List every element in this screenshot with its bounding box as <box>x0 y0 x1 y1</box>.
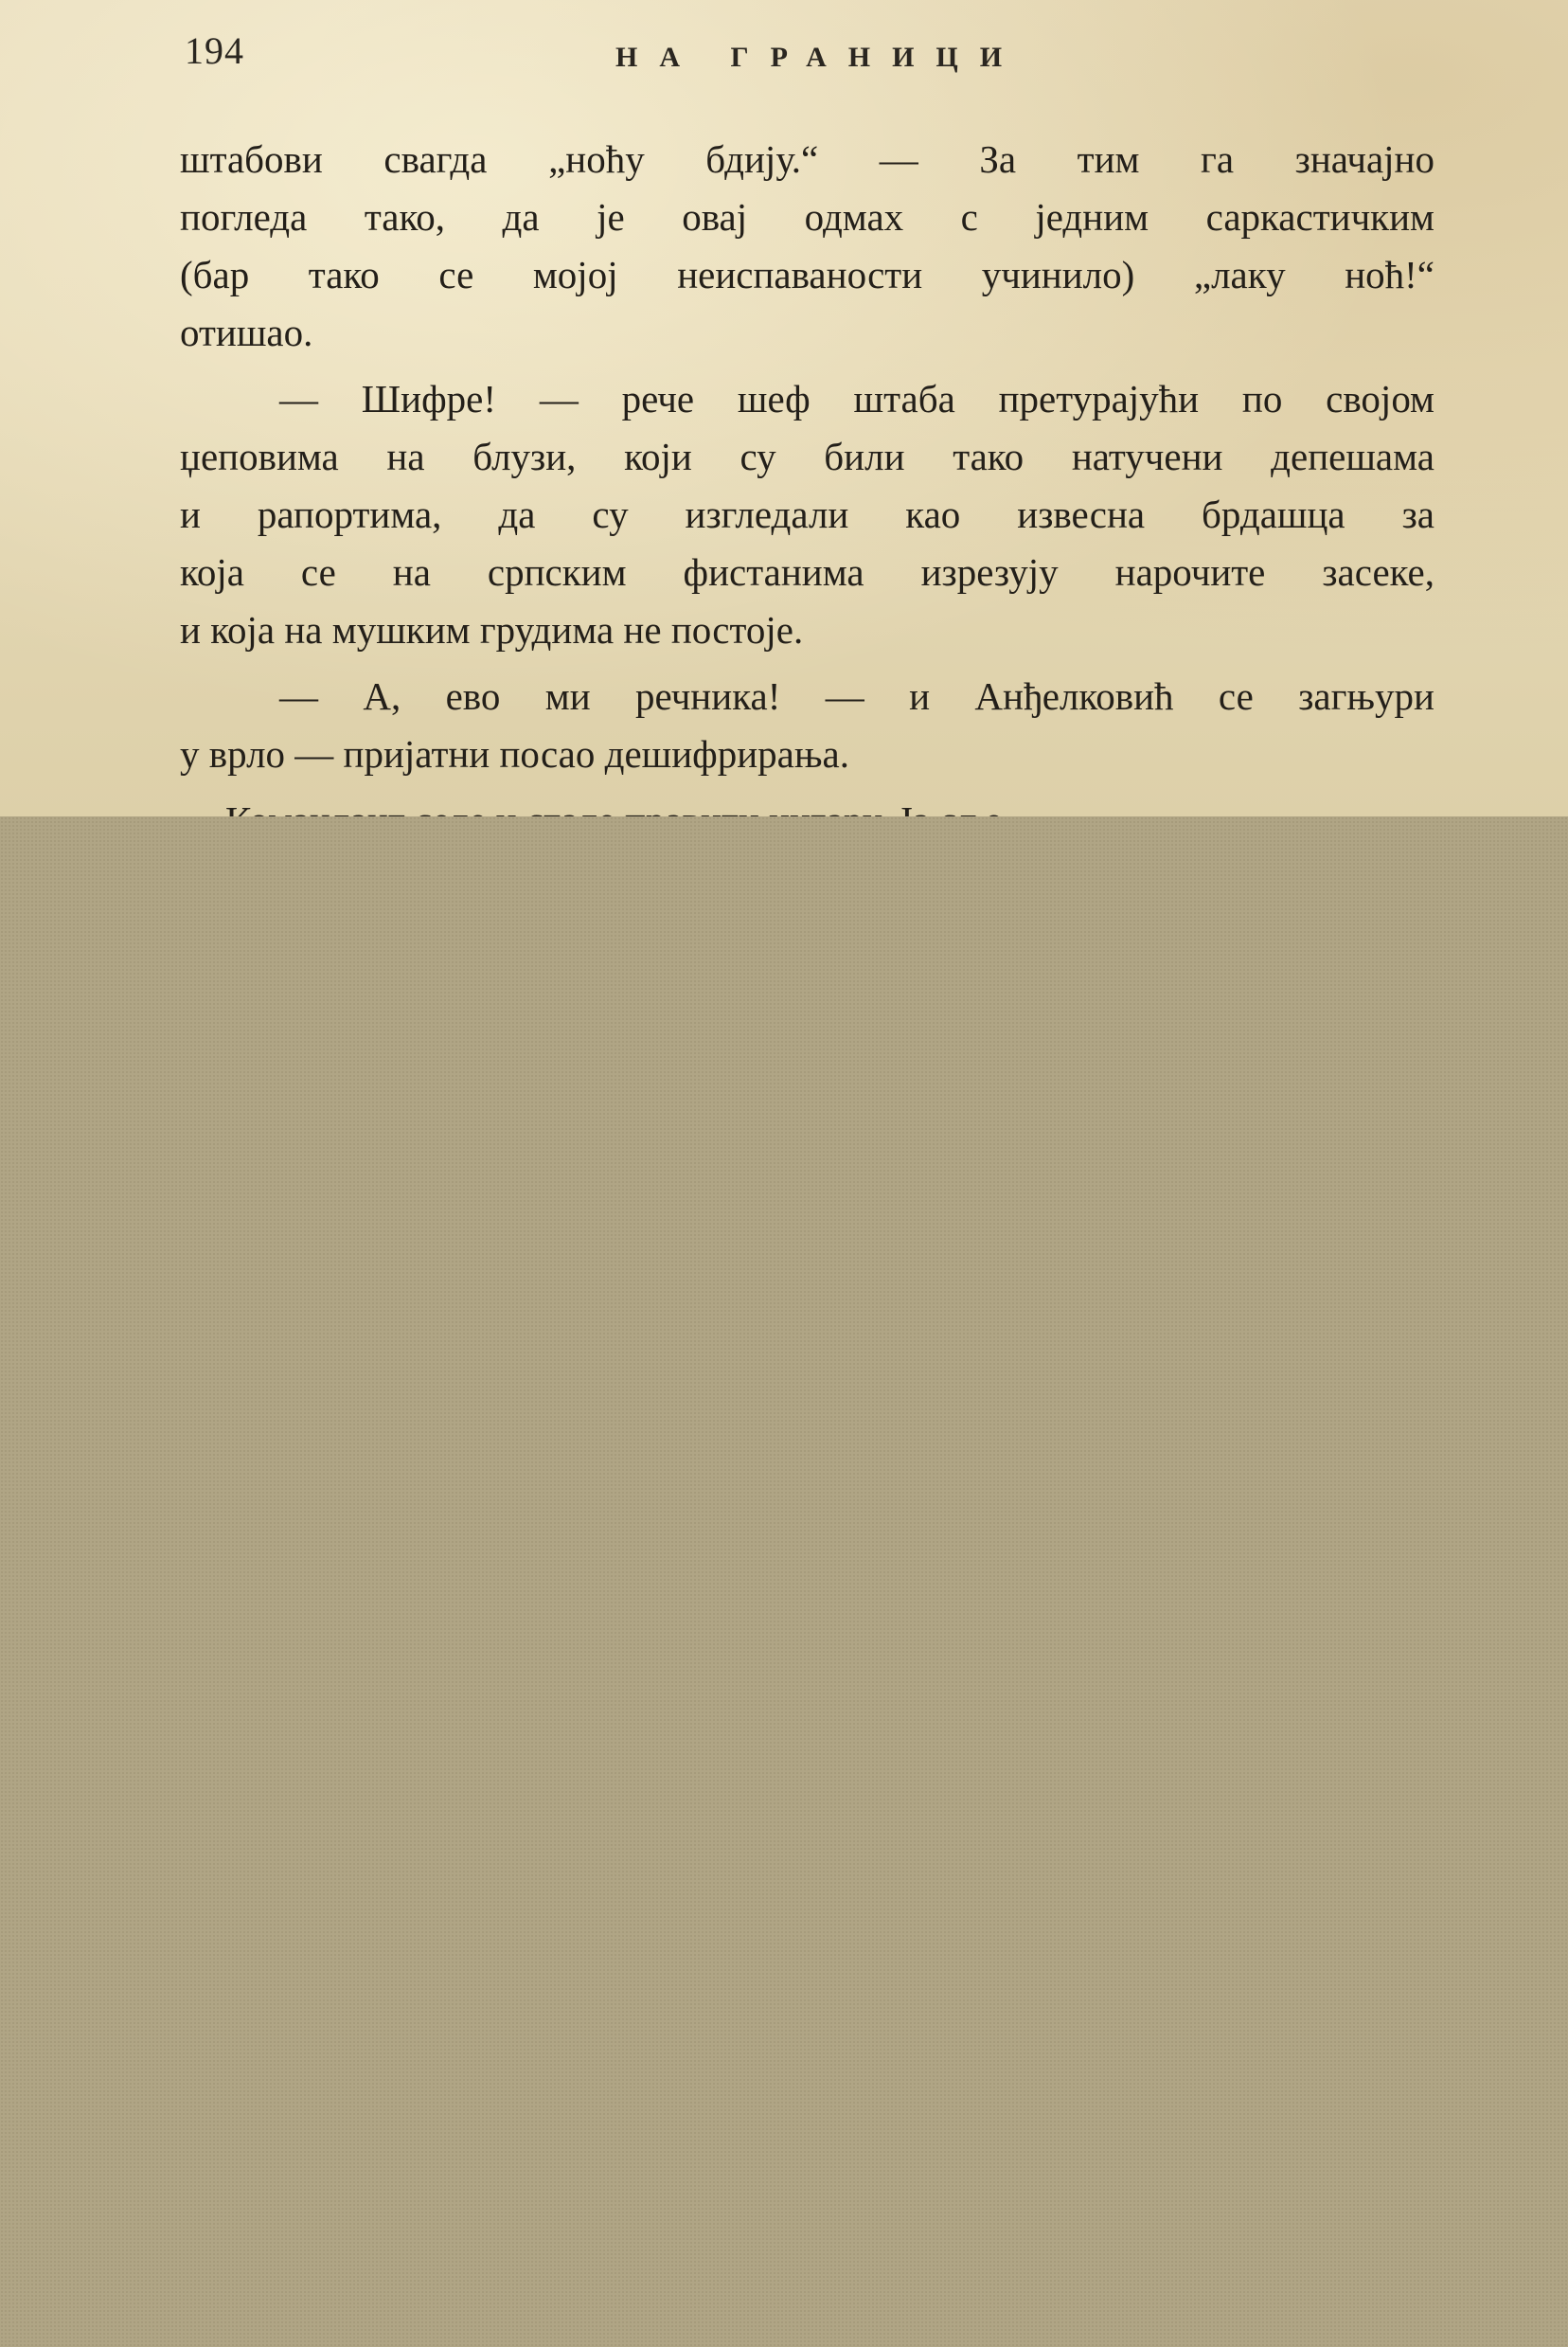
scanned-page-visible-area <box>0 0 1568 816</box>
paragraph <box>180 131 1434 362</box>
running-head: НА ГРАНИЦИ <box>615 42 1025 73</box>
text-line: која се на српским фистанима изрезују нарочите засеке, <box>180 550 1434 594</box>
text-line: и рапортима, да су изгледали као извесна брдашца за <box>180 493 1434 536</box>
text-line: погледа тако, да је овај одмах с једним саркастичким <box>180 195 1434 239</box>
text-line: — А, ево ми речника! — и Анђелковић се загњури <box>279 674 1434 718</box>
paragraph <box>180 668 1434 783</box>
text-line: отишао. <box>180 311 313 354</box>
text-line: (бар тако се мојој неиспаваности учинило) „лаку ноћ!“ <box>180 253 1434 296</box>
body-text <box>180 131 1434 858</box>
paragraph <box>180 370 1434 659</box>
page-number: 194 <box>185 29 244 72</box>
text-line: штабови свагда „ноћу бдију.“ — За тим га значајно <box>180 137 1434 181</box>
text-line: џеповима на блузи, који су били тако натучени депешама <box>180 435 1434 478</box>
blank-scan-area <box>0 816 1568 2347</box>
text-line: у врло — пријатни посао дешифрирања. <box>180 732 849 776</box>
text-line: — Шифре! — рече шеф штаба претурајући по својом <box>279 377 1434 421</box>
text-line: и која на мушким грудима не постоје. <box>180 608 804 652</box>
